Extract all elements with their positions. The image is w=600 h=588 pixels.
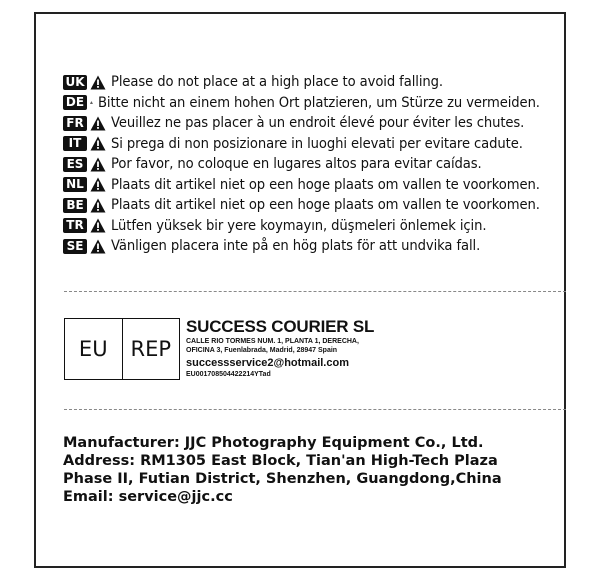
dashed-divider <box>64 291 566 292</box>
warning-text: Por favor, no coloque en lugares altos para evitar caídas. <box>111 156 482 173</box>
language-badge: UK <box>63 75 87 90</box>
warning-text: Veuillez ne pas placer à un endroit élevé pour éviter les chutes. <box>111 115 525 132</box>
warning-text: Vänligen placera inte på en hög plats för att undvika fall. <box>111 238 481 255</box>
warning-triangle-icon <box>90 239 106 254</box>
manufacturer-info <box>63 434 563 506</box>
dashed-divider <box>64 409 566 410</box>
warning-row-uk <box>63 72 568 93</box>
ec-rep-symbol <box>64 318 180 380</box>
warning-row-tr <box>63 216 568 237</box>
representative-company: SUCCESS COURIER SL <box>186 317 375 336</box>
warning-text: Si prega di non posizionare in luoghi elevati per evitare cadute. <box>111 135 523 152</box>
warning-text: Please do not place at a high place to avoid falling. <box>111 74 443 91</box>
representative-code: EU001708504422214YTad <box>186 371 271 378</box>
warning-row-fr <box>63 113 568 134</box>
language-badge: NL <box>63 177 87 192</box>
language-badge: TR <box>63 218 87 233</box>
ec-rep-left-label: EU <box>78 337 108 361</box>
warning-text: Bitte nicht an einem hohen Ort platzieren, um Stürze zu vermeiden. <box>97 94 540 111</box>
warning-row-nl <box>63 175 568 196</box>
warning-row-es <box>63 154 568 175</box>
warning-row-de <box>63 93 568 114</box>
language-badge: FR <box>63 116 87 131</box>
warning-row-it <box>63 134 568 155</box>
representative-address-line2: OFICINA 3, Fuenlabrada, Madrid, 28947 Spain <box>186 347 338 354</box>
ec-rep-right-label: REP <box>122 319 180 379</box>
warning-triangle-icon <box>90 157 106 172</box>
warning-row-be <box>63 195 568 216</box>
warning-text: Lütfen yüksek bir yere koymayın, düşmeleri önlemek için. <box>111 217 487 234</box>
warning-triangle-icon <box>90 218 106 233</box>
warning-text: Plaats dit artikel niet op een hoge plaats om vallen te voorkomen. <box>111 176 540 193</box>
manufacturer-email: Email: service@jjc.cc <box>63 489 233 505</box>
language-badge: SE <box>63 239 87 254</box>
manufacturer-address-line1: Address: RM1305 East Block, Tian'an High-Tech Plaza <box>63 453 498 469</box>
language-badge: BE <box>63 198 87 213</box>
manufacturer-name: Manufacturer: JJC Photography Equipment Co., Ltd. <box>63 435 484 451</box>
language-badge: DE <box>63 95 87 110</box>
language-badge: ES <box>63 157 87 172</box>
product-label <box>34 12 566 568</box>
warning-triangle-icon <box>90 136 106 151</box>
representative-address-line1: CALLE RIO TORMES NUM. 1, PLANTA 1, DERECHA, <box>186 338 359 345</box>
language-badge: IT <box>63 136 87 151</box>
warning-triangle-icon <box>90 198 106 213</box>
warning-triangle-icon <box>90 75 106 90</box>
warning-list <box>63 72 568 257</box>
warning-triangle-icon <box>90 95 93 110</box>
representative-info <box>186 318 446 379</box>
warning-triangle-icon <box>90 177 106 192</box>
warning-triangle-icon <box>90 116 106 131</box>
representative-email: successservice2@hotmail.com <box>186 357 349 369</box>
manufacturer-address-line2: Phase II, Futian District, Shenzhen, Guangdong,China <box>63 471 502 487</box>
warning-text: Plaats dit artikel niet op een hoge plaats om vallen te voorkomen. <box>111 197 540 214</box>
warning-row-se <box>63 236 568 257</box>
